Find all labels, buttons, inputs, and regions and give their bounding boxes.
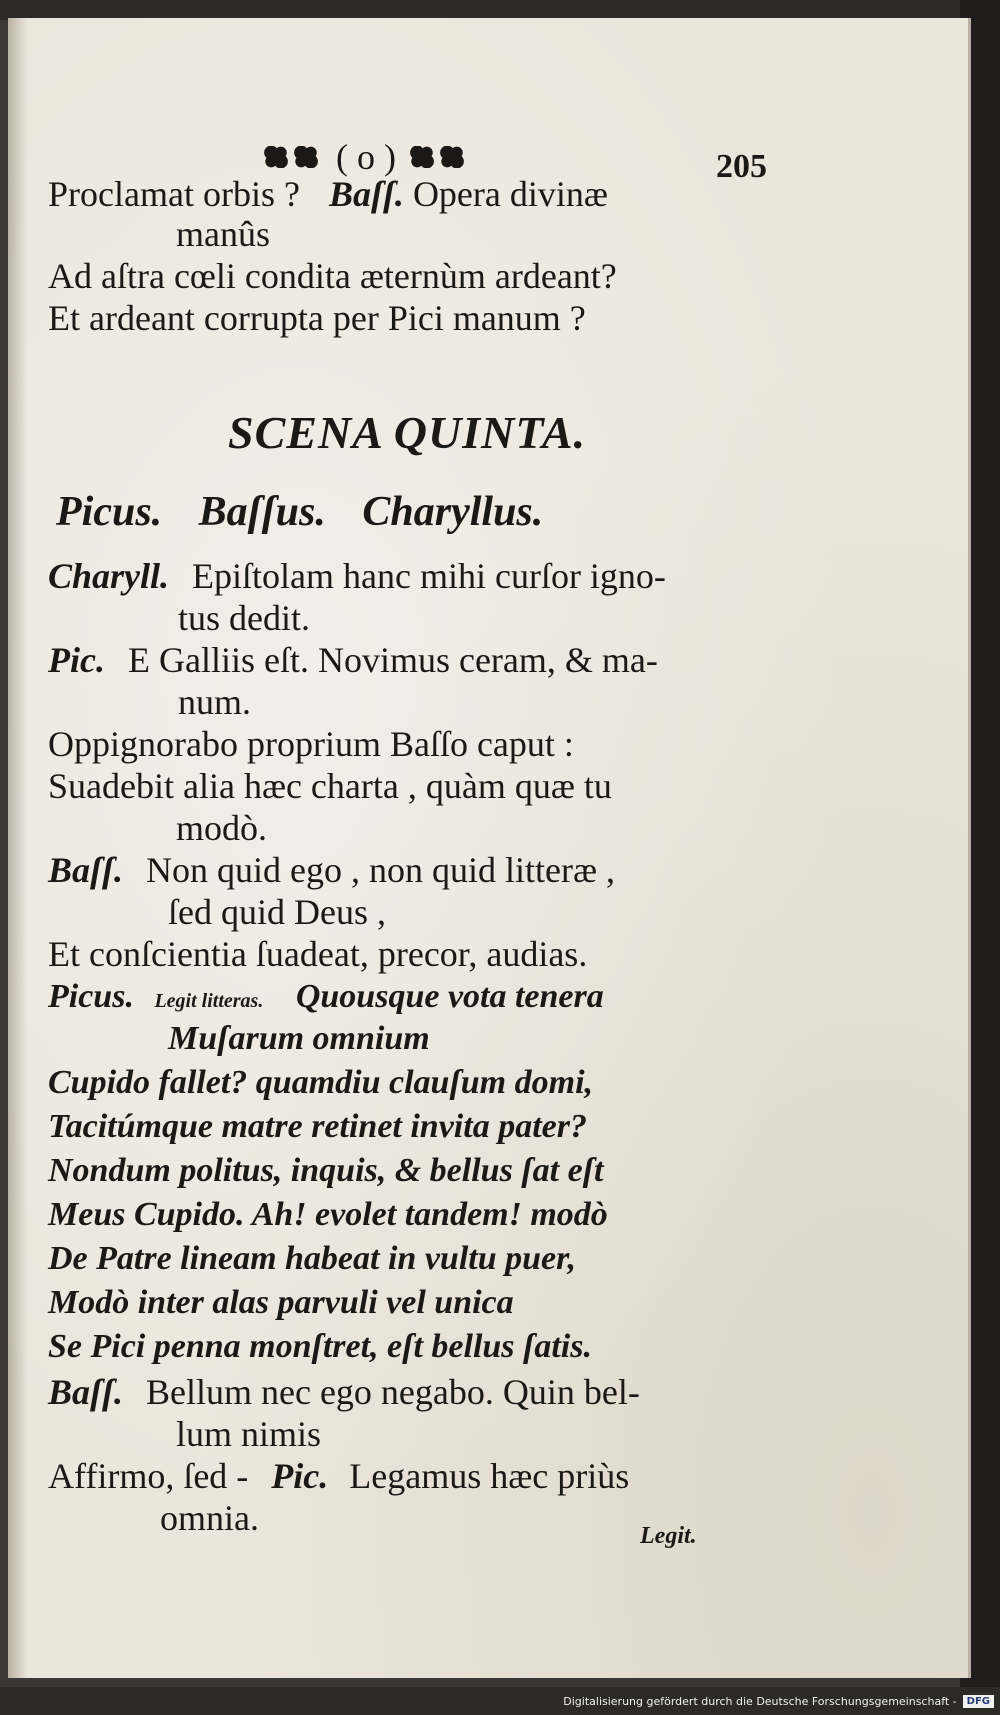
dialogue-line — [48, 1374, 640, 1410]
dialogue-line: num. — [178, 682, 252, 722]
text-line: Et ardeant corrupta per Pici manum ? — [48, 298, 586, 338]
line-text: Quousque vota tenera — [295, 978, 604, 1015]
scan-top-edge — [0, 0, 1000, 20]
line-text: Proclamat orbis ? — [48, 174, 300, 214]
line-text: E Galliis eſt. Novimus ceram, & ma- — [127, 640, 658, 680]
dialogue-line — [48, 642, 658, 678]
dialogue-line — [48, 980, 604, 1014]
text-line: Ad aſtra cœli condita æternùm ardeant? — [48, 256, 617, 296]
ornament-right-icon — [410, 142, 468, 172]
speaker-label: Picus. — [48, 978, 134, 1015]
dialogue-line — [48, 1458, 629, 1494]
dialogue-line: De Patre lineam habeat in vultu puer, — [48, 1240, 576, 1277]
dialogue-line: Cupido fallet? quamdiu clauſum domi, — [48, 1064, 594, 1101]
page-gutter-shadow — [8, 18, 28, 1678]
dialogue-line — [48, 558, 666, 594]
dialogue-line: omnia. — [160, 1498, 259, 1538]
dfg-logo: DFG — [963, 1695, 994, 1708]
scene-title: SCENA QUINTA. — [228, 407, 587, 458]
person-name: Baſſus. — [198, 489, 326, 535]
dialogue-line: Nondum politus, inquis, & bellus ſat eſt — [48, 1152, 604, 1189]
dialogue-line: Et conſcientia ſuadeat, precor, audias. — [48, 934, 588, 974]
stage-direction: Legit litteras. — [154, 990, 264, 1012]
show-through-text — [68, 363, 76, 397]
person-name: Picus. — [56, 489, 163, 535]
dialogue-line: lum nimis — [176, 1414, 322, 1454]
dramatis-personae — [56, 488, 569, 536]
dialogue-line: Oppignorabo proprium Baſſo caput : — [48, 724, 574, 764]
line-text: Legamus hæc priùs — [349, 1456, 630, 1496]
running-header — [264, 136, 468, 178]
ornament-left-icon — [264, 142, 322, 172]
speaker-label: Baſſ. — [48, 850, 123, 890]
page-marker: ( o ) — [336, 137, 396, 177]
dialogue-line: Se Pici penna monſtret, eſt bellus ſatis. — [48, 1328, 592, 1365]
speaker-label: Charyll. — [48, 556, 170, 596]
speaker-label: Baſſ. — [328, 174, 404, 214]
dialogue-line: modò. — [176, 808, 268, 848]
dialogue-line — [48, 852, 615, 888]
dialogue-line: Modò inter alas parvuli vel unica — [48, 1284, 514, 1321]
stage-direction: Legit. — [640, 1523, 697, 1549]
dialogue-line: tus dedit. — [178, 598, 310, 638]
speaker-label: Baſſ. — [48, 1372, 123, 1412]
line-text: Opera divinæ — [412, 174, 608, 214]
digitization-footer — [0, 1687, 1000, 1715]
line-text: Affirmo, ſed - — [48, 1456, 249, 1496]
line-text: Non quid ego , non quid litteræ , — [146, 850, 615, 890]
speaker-label: Pic. — [271, 1456, 329, 1496]
footer-credit: Digitalisierung gefördert durch die Deutsche Forschungsgemeinschaft - — [563, 1694, 957, 1708]
dialogue-line: Meus Cupido. Ah! evolet tandem! modò — [48, 1196, 608, 1233]
line-text: Bellum nec ego negabo. Quin bel- — [146, 1372, 640, 1412]
person-name: Charyllus. — [362, 489, 544, 535]
dialogue-line: Muſarum omnium — [168, 1020, 430, 1057]
book-page — [8, 18, 971, 1678]
line-text: Epiſtolam hanc mihi curſor igno- — [192, 556, 666, 596]
dialogue-line: Suadebit alia hæc charta , quàm quæ tu — [48, 766, 612, 806]
dialogue-line: Tacitúmque matre retinet invita pater? — [48, 1108, 587, 1145]
text-line — [48, 176, 608, 212]
speaker-label: Pic. — [48, 640, 105, 680]
page-number: 205 — [716, 148, 767, 185]
text-line: manûs — [176, 214, 270, 254]
dialogue-line: ſed quid Deus , — [168, 892, 386, 932]
